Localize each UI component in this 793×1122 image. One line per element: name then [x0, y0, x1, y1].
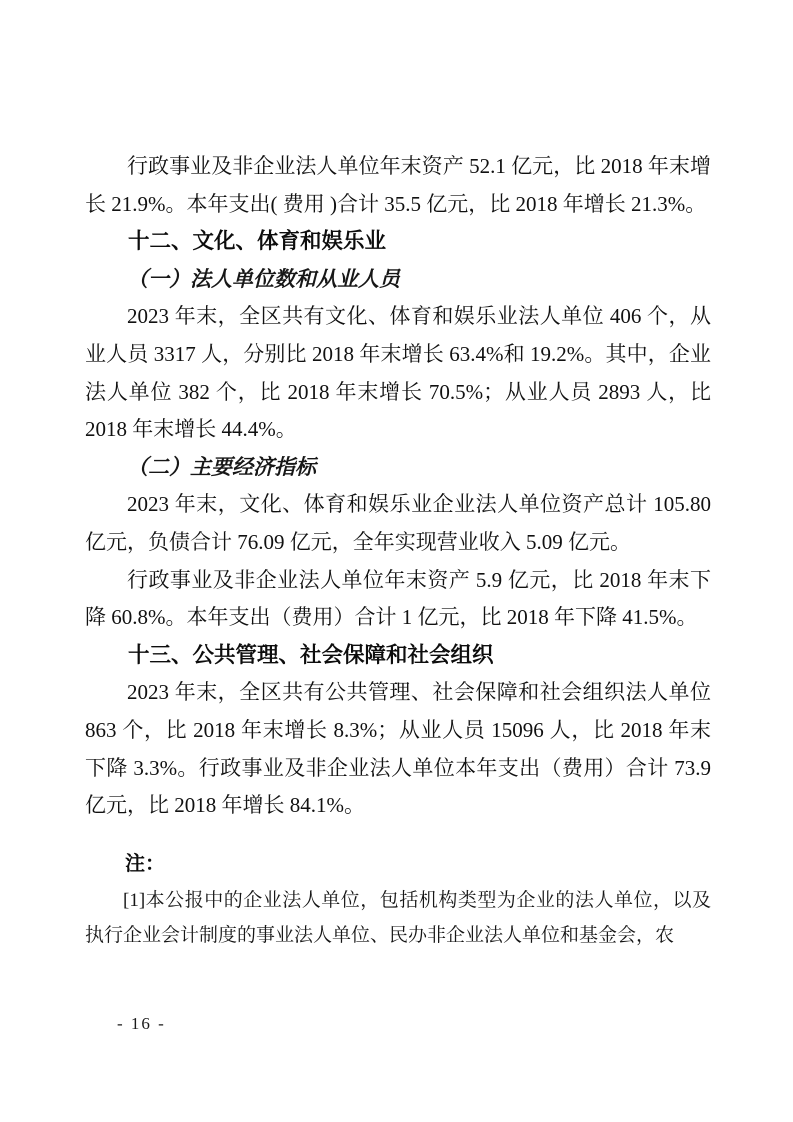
page-number: - 16 -: [117, 1014, 166, 1033]
subsection-heading-indicators: （二）主要经济指标: [127, 454, 316, 479]
paragraph-admin-assets-decline: 行政事业及非企业法人单位年末资产 5.9 亿元，比 2018 年末下降 60.8%。本年支出（费用）合计 1 亿元，比 2018 年下降 41.5%。: [85, 567, 711, 630]
paragraph-culture-economics: 2023 年末，文化、体育和娱乐业企业法人单位资产总计 105.80 亿元，负债合计 76.09 亿元，全年实现营业收入 5.09 亿元。: [85, 492, 711, 554]
section-heading-13: 十三、公共管理、社会保障和社会组织: [128, 642, 494, 667]
paragraph-public-management: 2023 年末，全区共有公共管理、社会保障和社会组织法人单位 863 个，比 2018 年末增长 8.3%；从业人员 15096 人，比 2018 年末下降 3.3%。行政事业及非企业法人单位本年支出（费用）合计 73.9 亿元，比 2018 年增长 84.1%。: [85, 680, 711, 818]
paragraph-admin-assets-culture: 行政事业及非企业法人单位年末资产 52.1 亿元，比 2018 年末增长 21.9%。本年支出( 费用 )合计 35.5 亿元，比 2018 年增长 21.3%。: [85, 154, 711, 216]
note-label: 注：: [125, 852, 165, 875]
paragraph-culture-units: 2023 年末，全区共有文化、体育和娱乐业法人单位 406 个，从业人员 3317 人，分别比 2018 年末增长 63.4%和 19.2%。其中，企业法人单位 382 个，比 2018 年末增长 70.5%；从业人员 2893 人，比 2018 年末增长 44.4%。: [85, 304, 711, 442]
note-paragraph-1: [1]本公报中的企业法人单位，包括机构类型为企业的法人单位，以及执行企业会计制度的事业法人单位、民办非企业法人单位和基金会，农: [85, 889, 711, 947]
section-heading-12: 十二、文化、体育和娱乐业: [128, 229, 387, 254]
subsection-heading-units: （一）法人单位数和从业人员: [127, 266, 400, 291]
document-body: [85, 148, 711, 954]
